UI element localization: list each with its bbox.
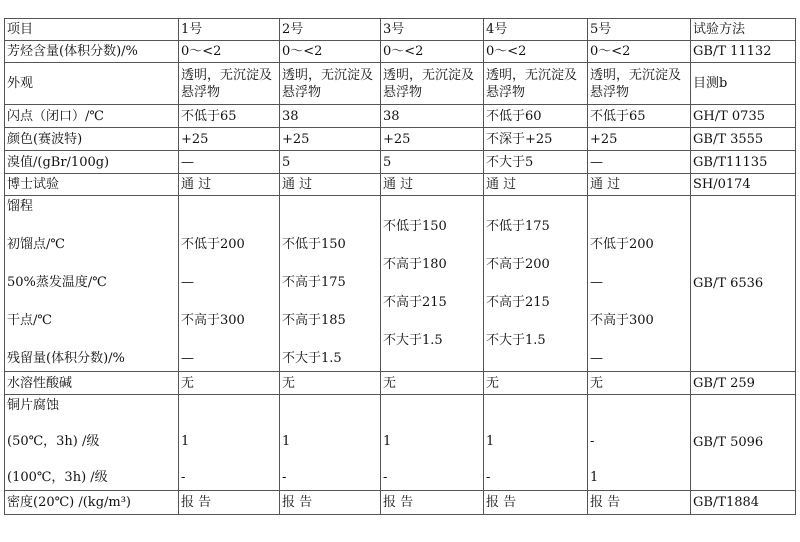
cell: 透明，无沉淀及悬浮物	[484, 63, 588, 105]
cell: —	[590, 351, 603, 366]
cell: 38	[280, 105, 381, 128]
cell: 不高于215	[486, 295, 550, 310]
cell: 报 告	[588, 491, 691, 515]
cell: +25	[381, 128, 484, 151]
cell: -	[383, 470, 388, 485]
row-label: 颜色(赛波特)	[5, 128, 179, 151]
cell: 通 过	[381, 174, 484, 196]
cell: 38	[381, 105, 484, 128]
distillation-grade-2	[280, 196, 381, 372]
method-cell: GB/T11135	[691, 151, 796, 174]
method-cell: 目测b	[691, 63, 796, 105]
cell: —	[590, 275, 603, 290]
copper-grade-1	[179, 395, 280, 491]
copper-grade-4	[484, 395, 588, 491]
copper-label-cell	[5, 395, 179, 491]
distillation-grade-5	[588, 196, 691, 372]
cell: 不大于1.5	[486, 333, 546, 348]
row-flash-point	[5, 105, 796, 128]
distillation-grade-1	[179, 196, 280, 372]
cell: +25	[179, 128, 280, 151]
row-color	[5, 128, 796, 151]
cell: 5	[280, 151, 381, 174]
cell: 不高于175	[282, 275, 346, 290]
method-cell: SH/0174	[691, 174, 796, 196]
cell: 不高于180	[383, 257, 447, 272]
cell: 无	[280, 372, 381, 395]
row-label: 密度(20℃) /(kg/m³)	[5, 491, 179, 515]
method-cell: GB/T 3555	[691, 128, 796, 151]
cell: -	[282, 470, 287, 485]
cell: 无	[484, 372, 588, 395]
cell: 5	[381, 151, 484, 174]
row-label: 水溶性酸碱	[5, 372, 179, 395]
row-appearance	[5, 63, 796, 105]
spec-table	[4, 18, 796, 515]
cell: 通 过	[588, 174, 691, 196]
cell: —	[179, 151, 280, 174]
copper-grade-3	[381, 395, 484, 491]
header-item: 项目	[5, 19, 179, 41]
cell: 不大于1.5	[282, 351, 342, 366]
cell: 1	[181, 434, 190, 449]
cell: —	[181, 275, 194, 290]
distillation-grade-3	[381, 196, 484, 372]
cell: —	[588, 151, 691, 174]
method-cell: GB/T1884	[691, 491, 796, 515]
cell: -	[181, 470, 186, 485]
sublabel-50pct: 50%蒸发温度/℃	[7, 275, 107, 290]
header-grade-5: 5号	[588, 19, 691, 41]
copper-grade-5	[588, 395, 691, 491]
cell: -	[486, 470, 491, 485]
header-grade-2: 2号	[280, 19, 381, 41]
row-density	[5, 491, 796, 515]
method-cell: GH/T 0735	[691, 105, 796, 128]
cell: 不低于150	[383, 219, 447, 234]
cell: 不低于150	[282, 237, 346, 252]
cell: 1	[383, 434, 392, 449]
cell: 不高于185	[282, 313, 346, 328]
row-label: 外观	[5, 63, 179, 105]
cell: 透明，无沉淀及悬浮物	[381, 63, 484, 105]
row-distillation	[5, 196, 796, 372]
header-grade-4: 4号	[484, 19, 588, 41]
cell: 报 告	[484, 491, 588, 515]
cell: 1	[486, 434, 495, 449]
header-grade-3: 3号	[381, 19, 484, 41]
sublabel-50c: (50℃，3h) /级	[7, 434, 100, 449]
cell: 透明，无沉淀及悬浮物	[280, 63, 381, 105]
cell: 不高于300	[590, 313, 654, 328]
cell: 0～<2	[179, 41, 280, 63]
cell: 通 过	[484, 174, 588, 196]
cell: 不低于65	[179, 105, 280, 128]
cell: 不大于1.5	[383, 333, 443, 348]
cell: 不大于5	[484, 151, 588, 174]
cell: 0～<2	[280, 41, 381, 63]
header-method: 试验方法	[691, 19, 796, 41]
distillation-grade-4	[484, 196, 588, 372]
header-grade-1: 1号	[179, 19, 280, 41]
cell: 无	[179, 372, 280, 395]
method-cell: GB/T 11132	[691, 41, 796, 63]
cell: 透明，无沉淀及悬浮物	[179, 63, 280, 105]
cell: 1	[590, 470, 599, 485]
row-label: 博士试验	[5, 174, 179, 196]
cell: 无	[381, 372, 484, 395]
cell: 不高于200	[486, 257, 550, 272]
cell: -	[590, 434, 595, 449]
row-label: 馏程	[7, 199, 34, 214]
row-copper-corrosion	[5, 395, 796, 491]
cell: 透明，无沉淀及悬浮物	[588, 63, 691, 105]
sublabel-residue: 残留量(体积分数)/%	[7, 351, 125, 366]
method-cell: GB/T 6536	[691, 196, 796, 372]
cell: 0～<2	[484, 41, 588, 63]
sublabel-initial: 初馏点/℃	[7, 237, 65, 252]
row-label: 铜片腐蚀	[7, 398, 60, 413]
distillation-label-cell	[5, 196, 179, 372]
cell: 不高于300	[181, 313, 245, 328]
cell: 不低于200	[181, 237, 245, 252]
header-row	[5, 19, 796, 41]
row-doctor-test	[5, 174, 796, 196]
cell: 0～<2	[588, 41, 691, 63]
row-label: 溴值/(gBr/100g)	[5, 151, 179, 174]
copper-grade-2	[280, 395, 381, 491]
cell: 不低于200	[590, 237, 654, 252]
sublabel-100c: (100℃，3h) /级	[7, 470, 108, 485]
sublabel-endpoint: 干点/℃	[7, 313, 52, 328]
cell: 不低于65	[588, 105, 691, 128]
cell: 不深于+25	[484, 128, 588, 151]
cell: 报 告	[381, 491, 484, 515]
cell: 0～<2	[381, 41, 484, 63]
method-cell: GB/T 5096	[691, 395, 796, 491]
cell: 报 告	[280, 491, 381, 515]
row-bromine	[5, 151, 796, 174]
cell: 无	[588, 372, 691, 395]
row-water-soluble	[5, 372, 796, 395]
row-label: 芳烃含量(体积分数)/%	[5, 41, 179, 63]
cell: 不低于60	[484, 105, 588, 128]
cell: 不低于175	[486, 219, 550, 234]
cell: 不高于215	[383, 295, 447, 310]
cell: +25	[588, 128, 691, 151]
method-cell: GB/T 259	[691, 372, 796, 395]
cell: —	[181, 351, 194, 366]
cell: 通 过	[179, 174, 280, 196]
row-label: 闪点（闭口）/℃	[5, 105, 179, 128]
row-aromatics	[5, 41, 796, 63]
cell: +25	[280, 128, 381, 151]
cell: 1	[282, 434, 291, 449]
cell: 通 过	[280, 174, 381, 196]
cell: 报 告	[179, 491, 280, 515]
